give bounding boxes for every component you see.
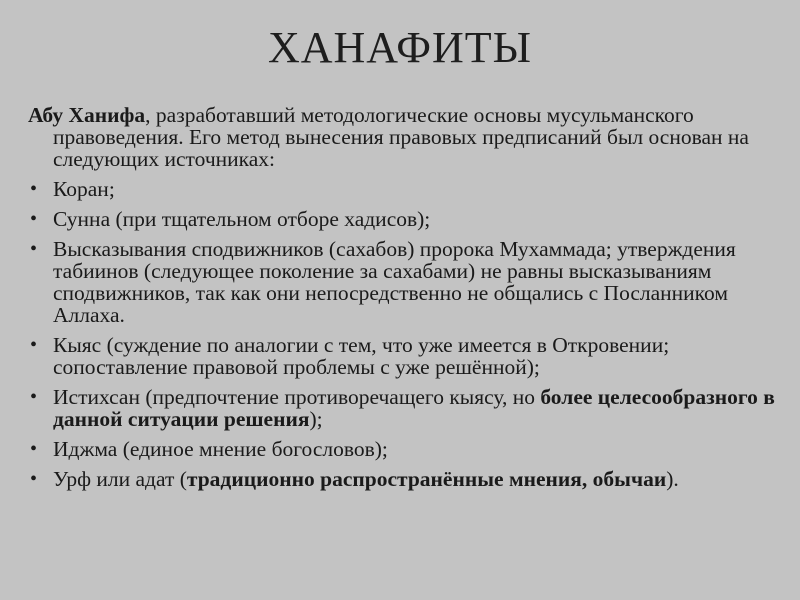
list-item <box>28 438 780 460</box>
list-item-text: ); <box>309 407 323 431</box>
list-item <box>28 386 780 430</box>
list-item-text: Иджма (единое мнение богословов); <box>53 437 388 461</box>
intro-paragraph <box>28 104 780 170</box>
list-item-bold-text: традиционно распространённые мнения, обычаи <box>186 467 667 491</box>
list-item-text: Истихсан (предпочтение противоречащего кыясу, но <box>53 385 541 409</box>
list-item-text: Коран; <box>53 177 115 201</box>
slide-content <box>28 104 780 490</box>
list-item <box>28 238 780 326</box>
list-item <box>28 178 780 200</box>
list-item-text: Высказывания сподвижников (сахабов) пророка Мухаммада; утверждения табиинов (следующее поколение за сахабами) не равны высказываниям сподвижников, так как они непосредственно не общались с Посланником Аллаха. <box>53 237 736 327</box>
bullet-icon: • <box>30 438 38 460</box>
intro-name: Абу Ханифа <box>28 103 146 127</box>
source-list <box>28 178 780 490</box>
list-item-text: Урф или адат ( <box>53 467 187 491</box>
bullet-icon: • <box>30 468 38 490</box>
list-item <box>28 334 780 378</box>
bullet-icon: • <box>30 386 38 408</box>
bullet-icon: • <box>30 334 38 356</box>
list-item-text: Кыяс (суждение по аналогии с тем, что уже имеется в Откровении; сопоставление правовой проблемы с уже решённой); <box>53 333 670 379</box>
list-item-text: ). <box>666 467 679 491</box>
bullet-icon: • <box>30 238 38 260</box>
list-item-text: Сунна (при тщательном отборе хадисов); <box>53 207 431 231</box>
list-item <box>28 208 780 230</box>
bullet-icon: • <box>30 178 38 200</box>
bullet-icon: • <box>30 208 38 230</box>
slide-title: ХАНАФИТЫ <box>267 23 533 72</box>
list-item <box>28 468 780 490</box>
intro-text: , разработавший методологические основы мусульманского правоведения. Его метод вынесения правовых предписаний был основан на следующих источниках: <box>53 103 749 171</box>
list-item-bold-text: более целесообразного в данной ситуации решения <box>53 385 775 431</box>
